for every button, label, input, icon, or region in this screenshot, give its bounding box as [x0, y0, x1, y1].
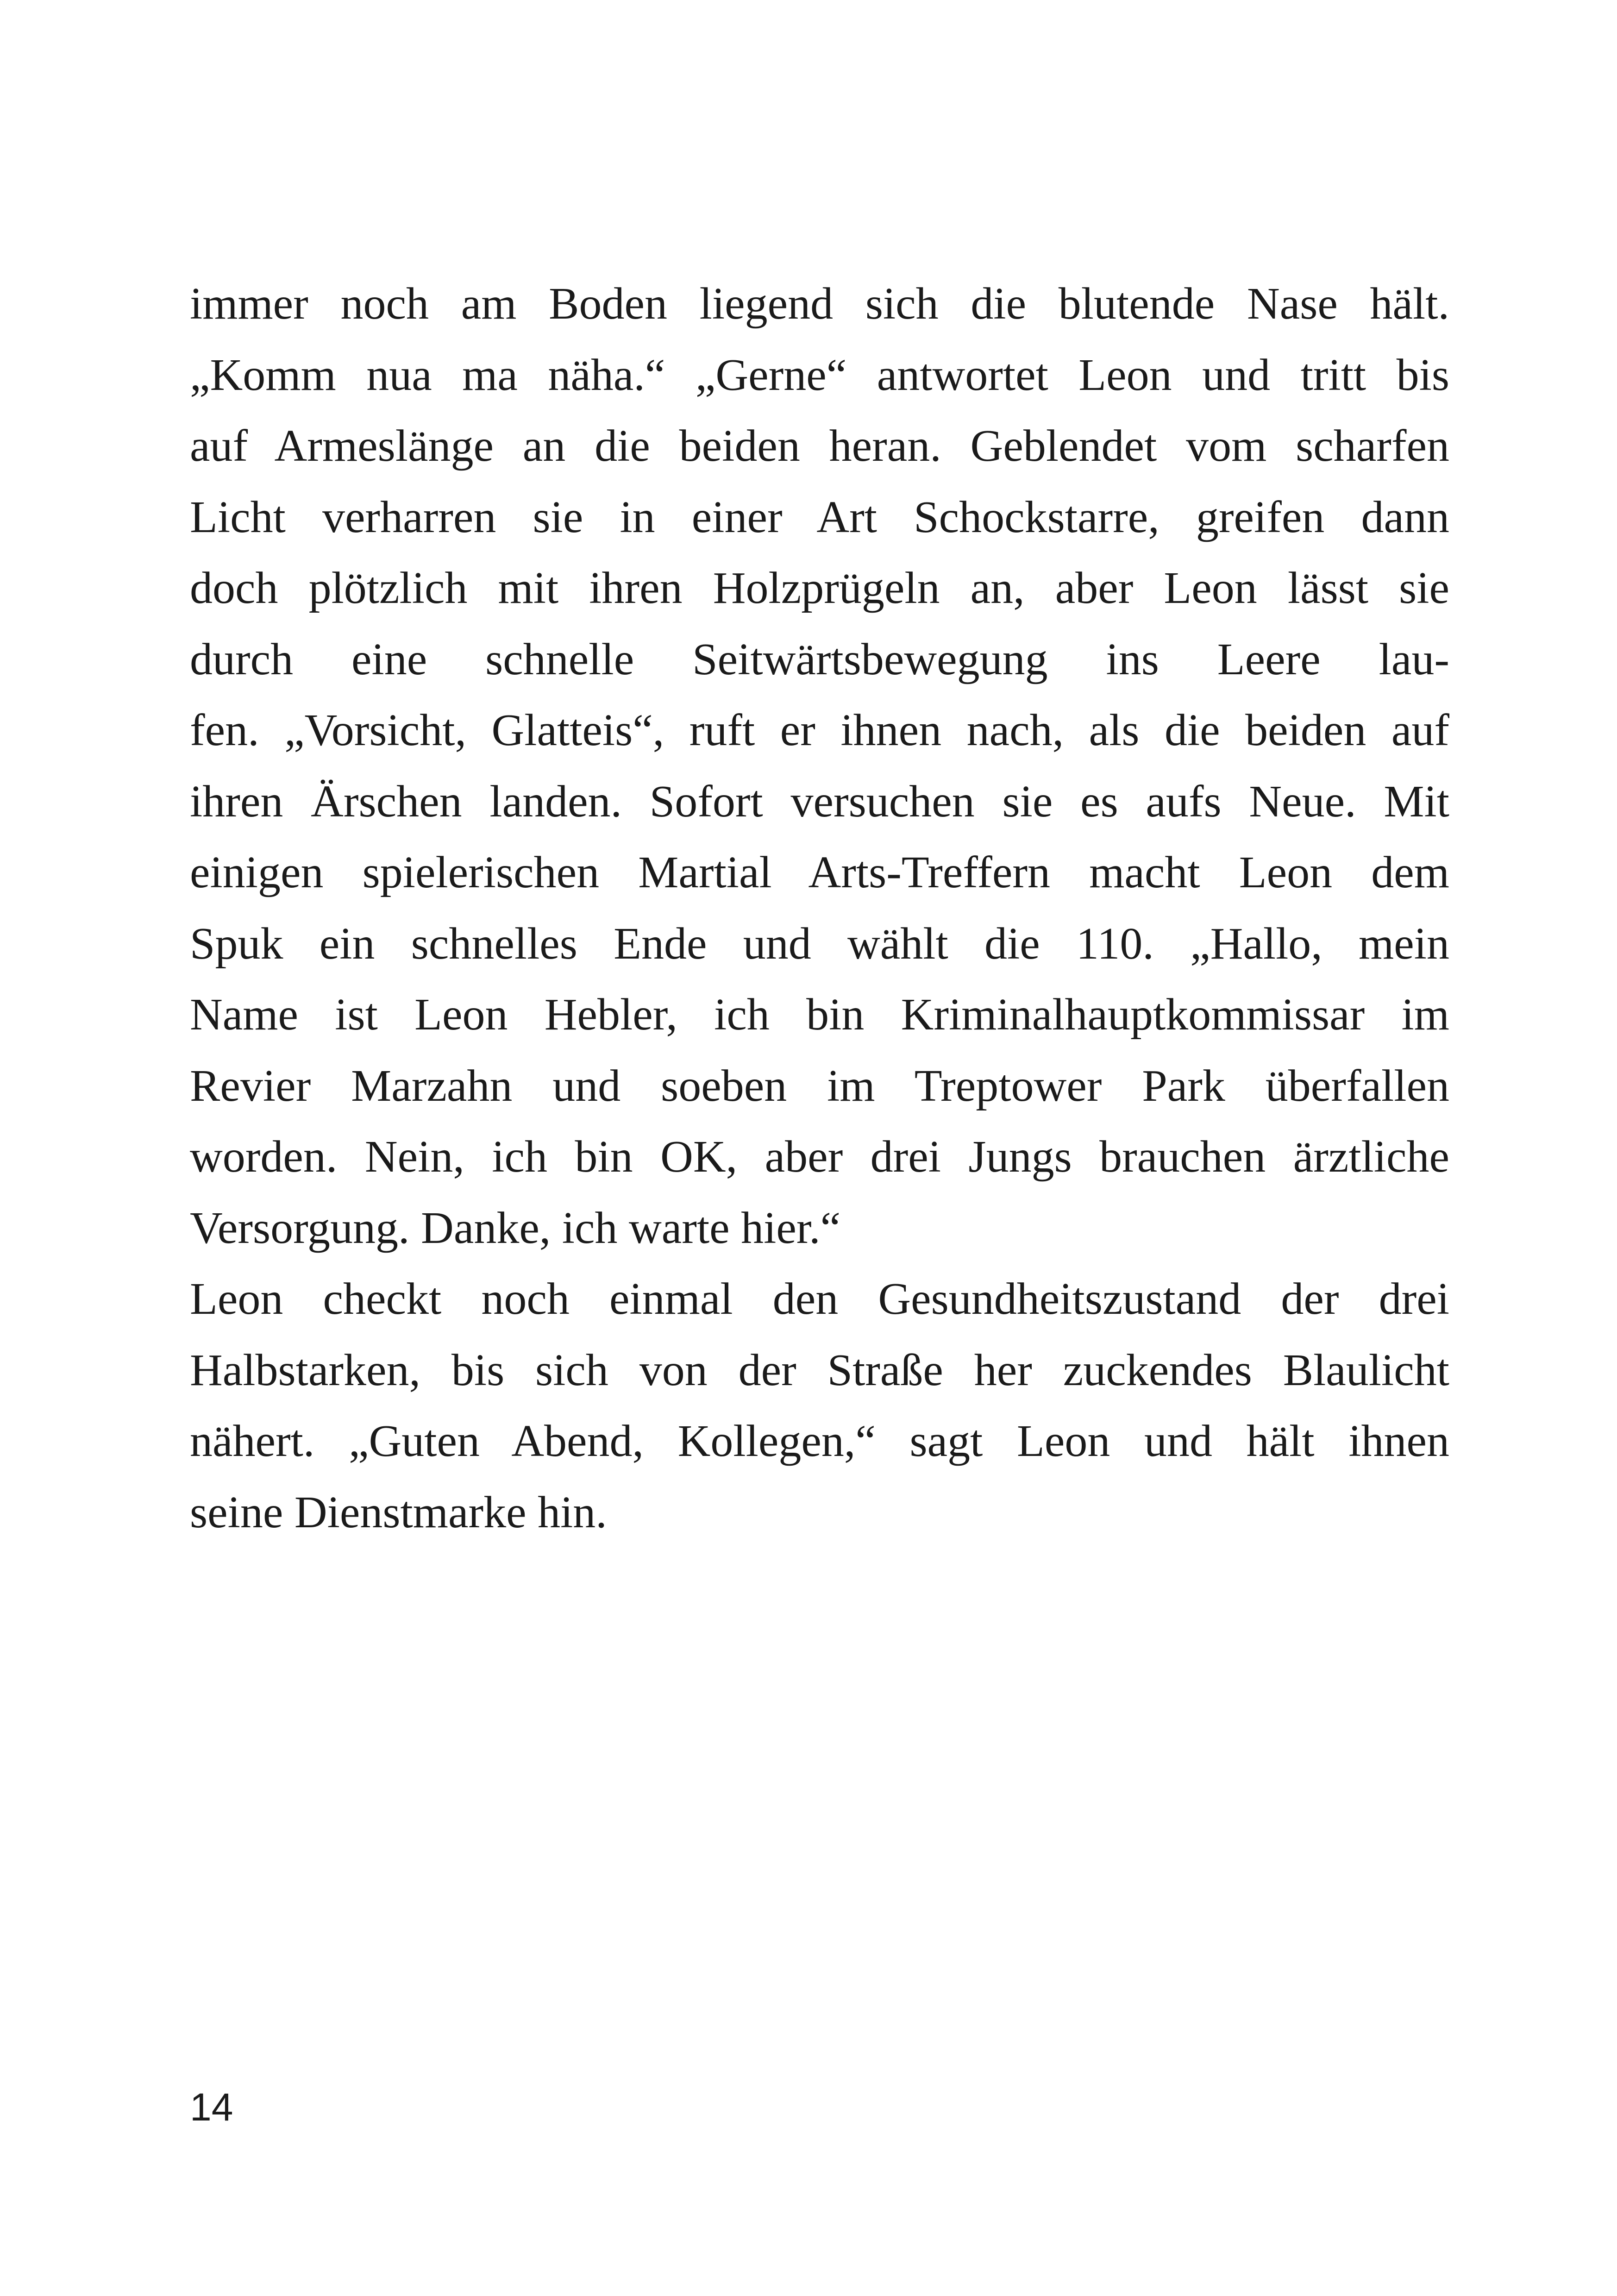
text-line: immer noch am Boden liegend sich die blutende Nase hält.	[190, 279, 1449, 329]
text-line: worden. Nein, ich bin OK, aber drei Jungs brauchen ärztliche	[190, 1132, 1449, 1182]
text-line: Name ist Leon Hebler, ich bin Kriminalhauptkommissar im	[190, 990, 1449, 1040]
text-line: fen. „Vorsicht, Glatteis“, ruft er ihnen nach, als die beiden auf	[190, 705, 1449, 755]
text-line: nähert. „Guten Abend, Kollegen,“ sagt Leon und hält ihnen	[190, 1416, 1449, 1466]
text-line: doch plötzlich mit ihren Holzprügeln an, aber Leon lässt sie	[190, 563, 1449, 613]
text-line: auf Armeslänge an die beiden heran. Geblendet vom scharfen	[190, 421, 1449, 471]
body-text	[190, 269, 1449, 1548]
text-line: Spuk ein schnelles Ende und wählt die 110. „Hallo, mein	[190, 918, 1449, 969]
text-line: Halbstarken, bis sich von der Straße her zuckendes Blaulicht	[190, 1345, 1449, 1395]
text-line: Revier Marzahn und soeben im Treptower Park überfallen	[190, 1060, 1449, 1111]
page-number: 14	[190, 2085, 233, 2129]
text-line: einigen spielerischen Martial Arts-Treffern macht Leon dem	[190, 847, 1449, 897]
text-line: „Komm nua ma näha.“ „Gerne“ antwortet Leon und tritt bis	[190, 350, 1449, 400]
text-line: ihren Ärschen landen. Sofort versuchen sie es aufs Neue. Mit	[190, 776, 1449, 827]
text-line: Versorgung. Danke, ich warte hier.“	[190, 1203, 841, 1253]
text-line: durch eine schnelle Seitwärtsbewegung ins Leere lau-	[190, 634, 1449, 684]
text-line: seine Dienstmarke hin.	[190, 1487, 607, 1537]
text-line: Leon checkt noch einmal den Gesundheitszustand der drei	[190, 1274, 1449, 1324]
text-line: Licht verharren sie in einer Art Schockstarre, greifen dann	[190, 492, 1449, 542]
